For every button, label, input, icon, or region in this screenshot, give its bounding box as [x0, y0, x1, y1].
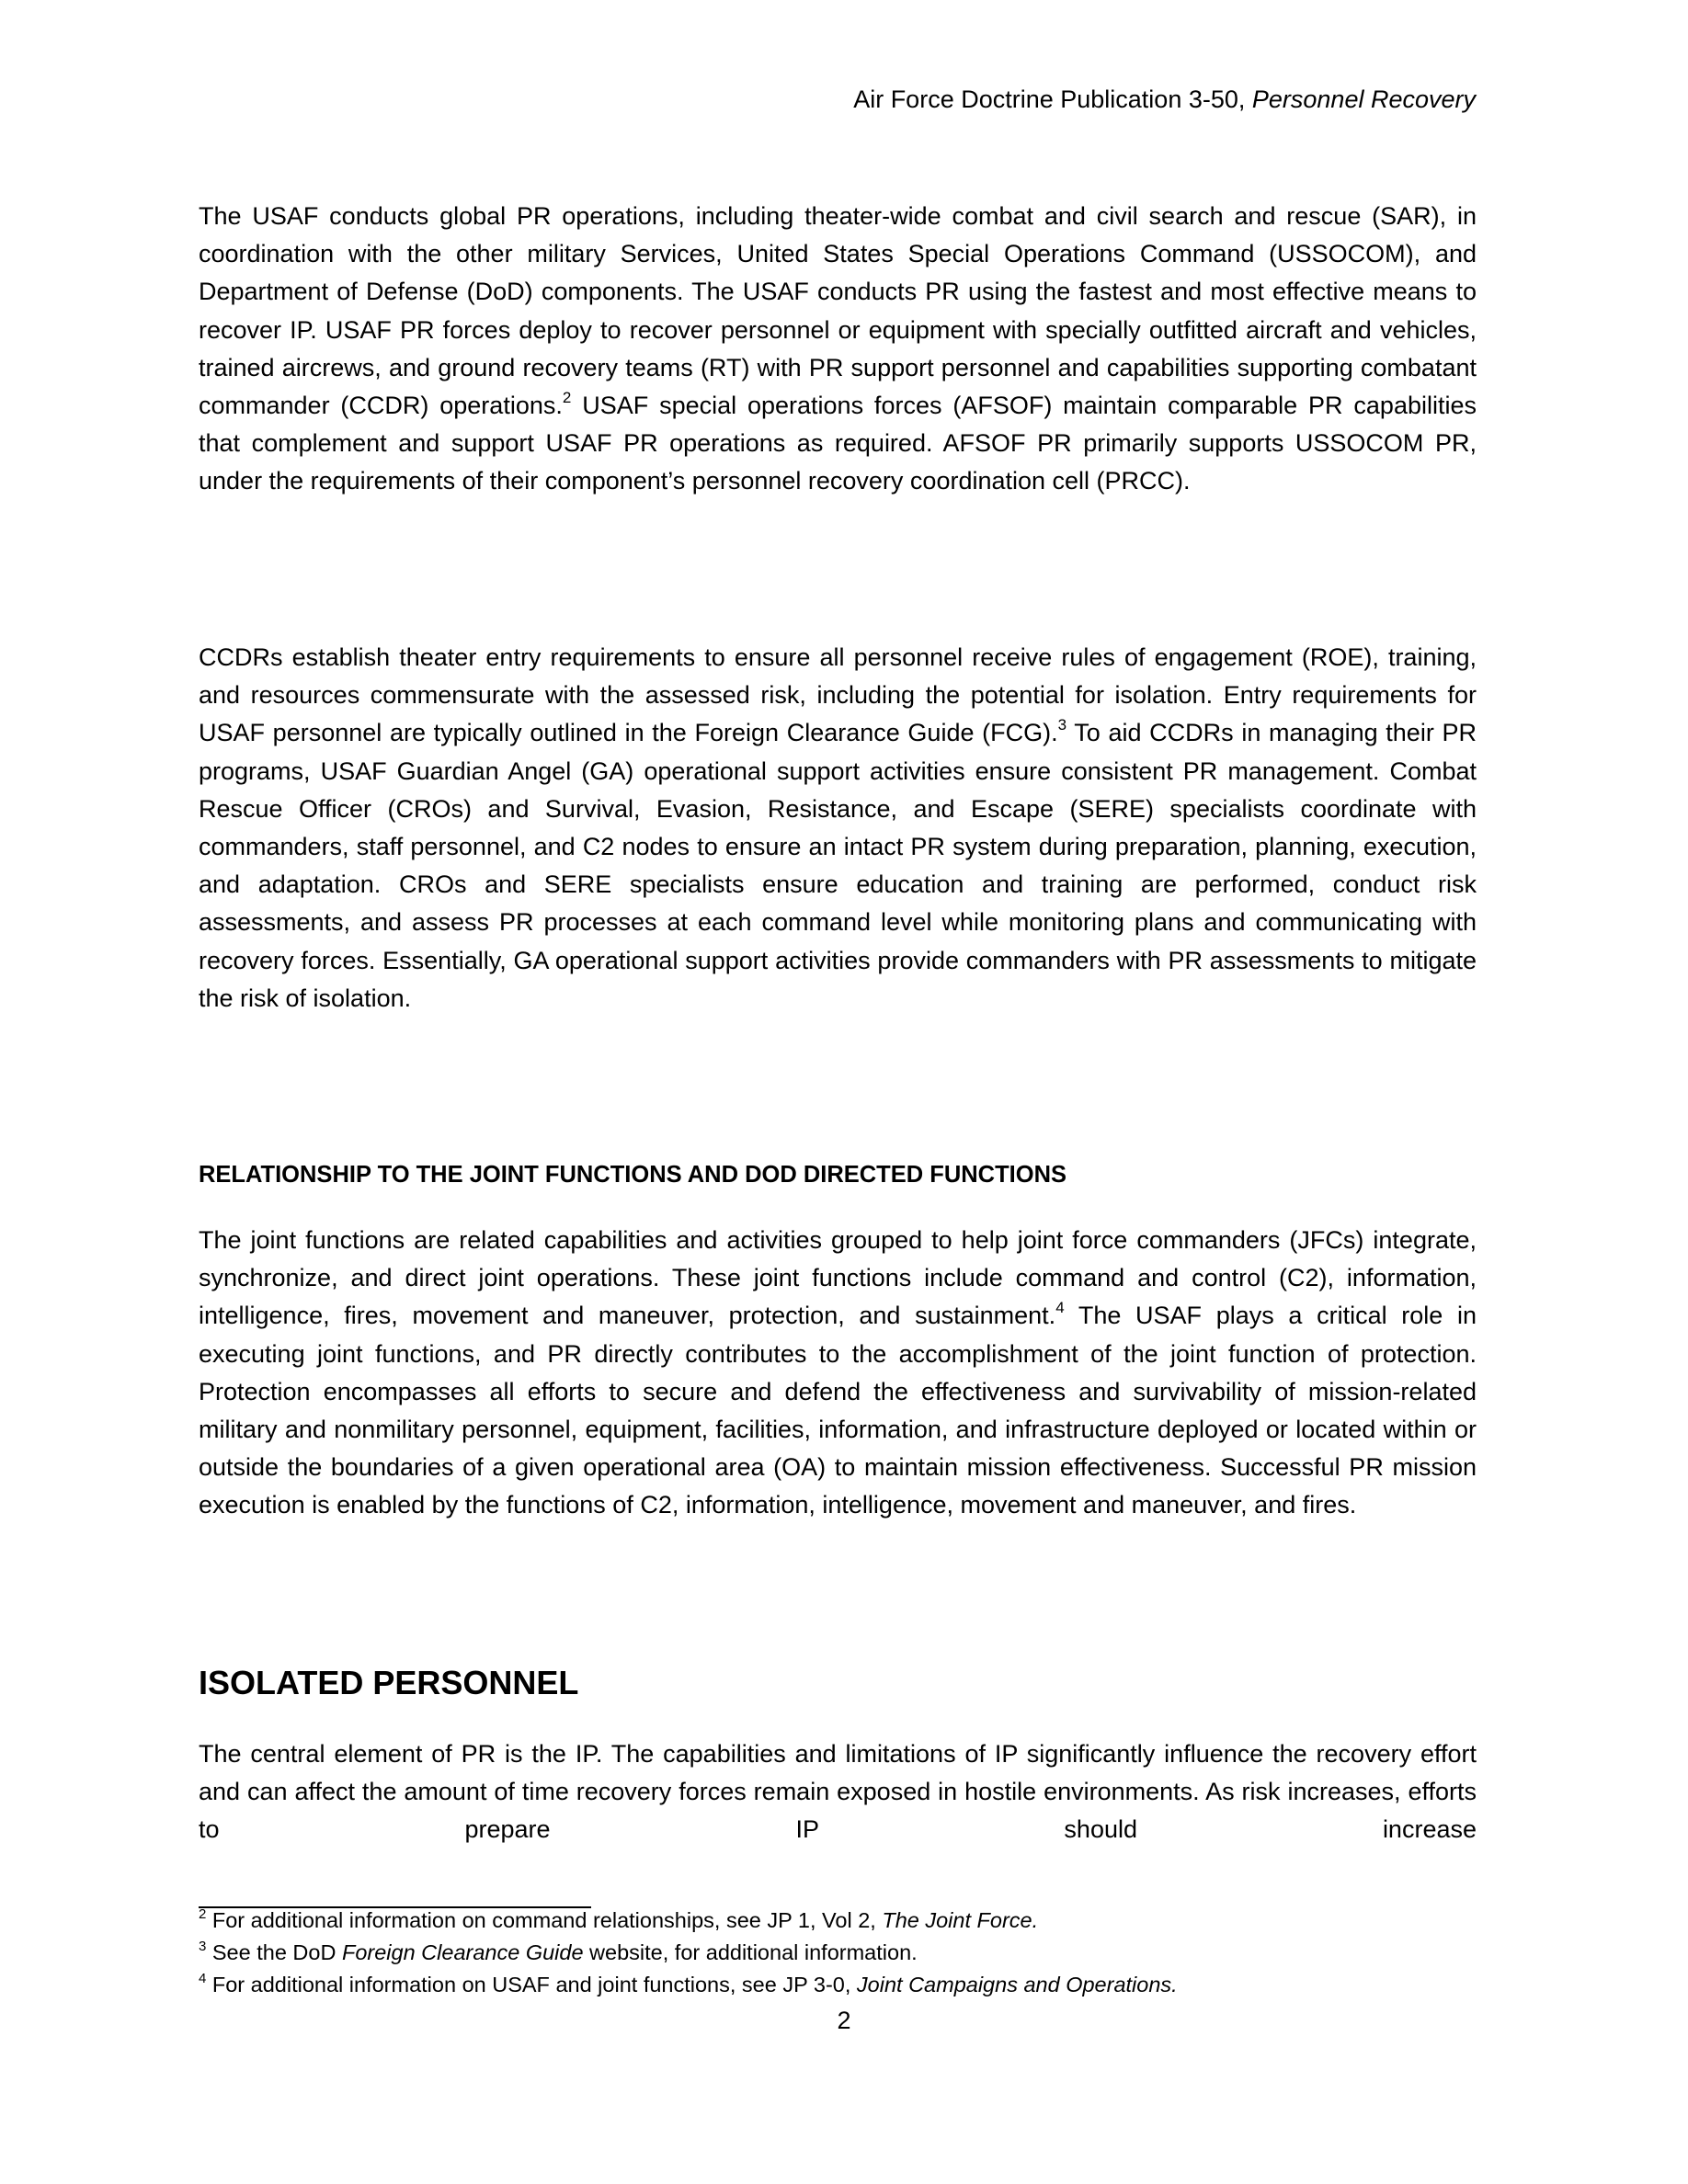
footnotes [199, 1905, 1486, 2001]
paragraph-usaf-pr-operations: The USAF conducts global PR operations, including theater-wide combat and civil search and rescue (SAR), in coordination with the other military Services, United States Special Operations Command (USSOCOM), and Department of Defense (DoD) components. The USAF conducts PR using the fastest and most effective means to recover IP. USAF PR forces deploy to recover personnel or equipment with specially outfitted aircraft and vehicles, trained aircrews, and ground recovery teams (RT) with PR support personnel and capabilities supporting combatant commander (CCDR) operations.$^2$ USAF special operations forces (AFSOF) maintain comparable PR capabilities that complement and support USAF PR operations as required. AFSOF PR primarily supports USSOCOM PR, under the requirements of their component’s personnel recovery coordination cell (PRCC). [199, 202, 1477, 495]
paragraph-joint-functions: The joint functions are related capabilities and activities grouped to help joint force commanders (JFCs) integrate, synchronize, and direct joint operations. These joint functions include command and control (C2), information, intelligence, fires, movement and maneuver, protection, and sustainment.$^4$ The USAF plays a critical role in executing joint functions, and PR directly contributes to the accomplishment of the joint function of protection. Protection encompasses all efforts to secure and defend the effectiveness and survivability of mission-related military and nonmilitary personnel, equipment, facilities, information, and infrastructure deployed or located within or outside the boundaries of a given operational area (OA) to maintain mission effectiveness. Successful PR mission execution is enabled by the functions of C2, information, intelligence, movement and maneuver, and fires. [199, 1226, 1477, 1519]
running-header [853, 81, 1476, 118]
footnote-2: $^2$ For additional information on command relationships, see JP 1, Vol 2, The Joint Force. [199, 1906, 1039, 1932]
footnote-ref-3[interactable]: 3 [1057, 716, 1067, 734]
footnote-ref-2[interactable]: 2 [562, 389, 572, 407]
footnote-ref-4[interactable]: 4 [1055, 1299, 1065, 1317]
paragraph-ccdr-entry-requirements: CCDRs establish theater entry requirements to ensure all personnel receive rules of engagement (ROE), training, and resources commensurate with the assessed risk, including the potential for isolation. Entry requirements for USAF personnel are typically outlined in the Foreign Clearance Guide (FCG).$^3$ To aid CCDRs in managing their PR programs, USAF Guardian Angel (GA) operational support activities ensure consistent PR management. Combat Rescue Officer (CROs) and Survival, Evasion, Resistance, and Escape (SERE) specialists coordinate with commanders, staff personnel, and C2 nodes to ensure an intact PR system during preparation, planning, execution, and adaptation. CROs and SERE specialists ensure education and training are performed, conduct risk assessments, and assess PR processes at each command level while monitoring plans and communicating with recovery forces. Essentially, GA operational support activities provide commanders with PR assessments to mitigate the risk of isolation. [199, 643, 1477, 1012]
footnote-4: $^4$ For additional information on USAF and joint functions, see JP 3-0, Joint Campaigns and Operations. [199, 1971, 1178, 1996]
section-heading-isolated-personnel [199, 1661, 1477, 1705]
page-number: 2 [837, 2007, 851, 2034]
heading-relationship: RELATIONSHIP TO THE JOINT FUNCTIONS AND DOD DIRECTED FUNCTIONS [199, 1162, 1066, 1188]
footnote-3: $^3$ See the DoD Foreign Clearance Guide website, for additional information. [199, 1939, 918, 1964]
section-heading-relationship [199, 1156, 1477, 1193]
heading-isolated-personnel: ISOLATED PERSONNEL [199, 1664, 579, 1701]
header-title: Air Force Doctrine Publication 3-50, [853, 85, 1252, 113]
paragraph-isolated-personnel: The central element of PR is the IP. The capabilities and limitations of IP significantly influence the recovery effort and can affect the amount of time recovery forces remain exposed in hostile environments. As risk increases, efforts to prepare IP should increase [199, 1740, 1477, 1844]
header-title-italic: Personnel Recovery [1251, 85, 1476, 113]
